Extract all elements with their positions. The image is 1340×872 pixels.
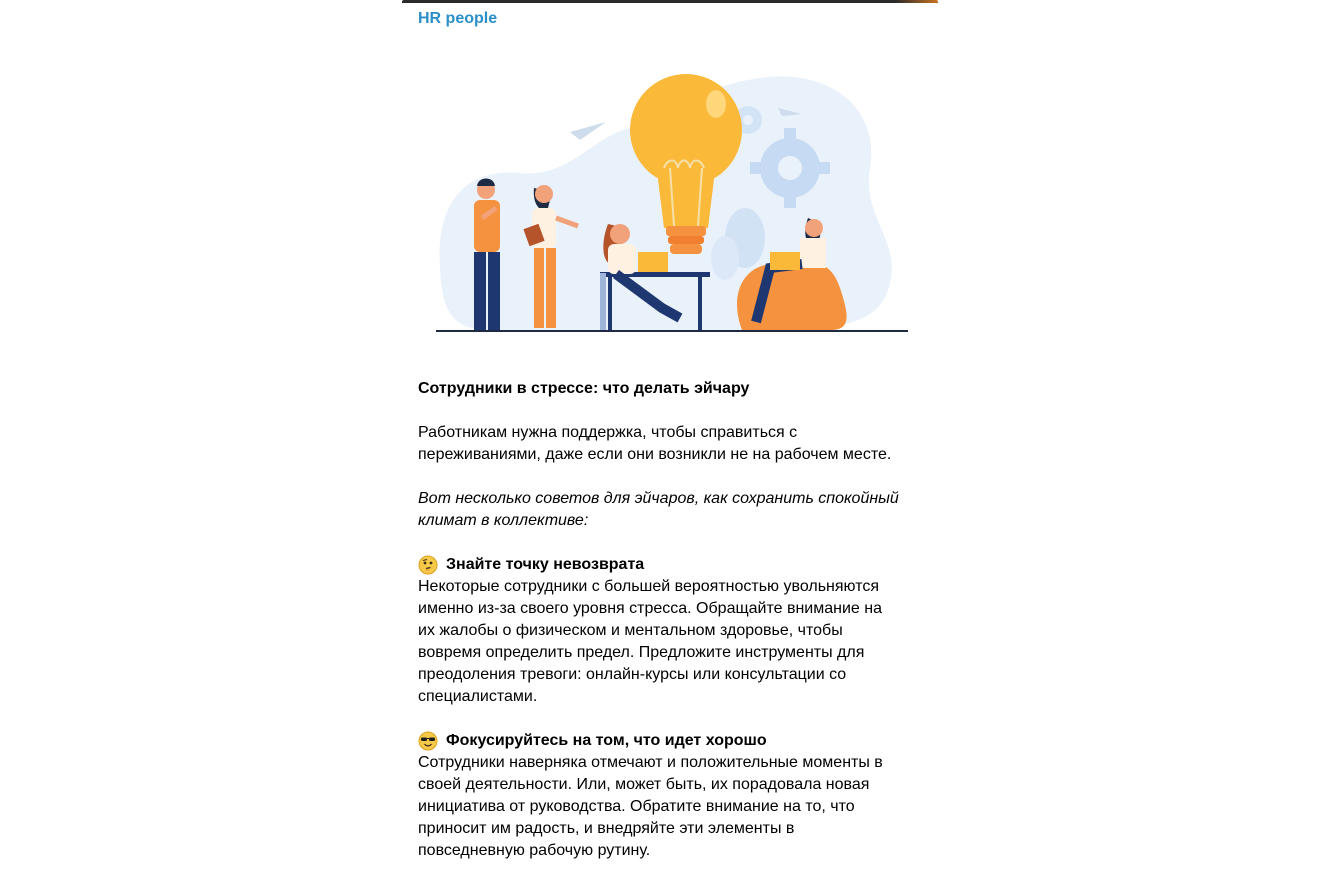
lead-line: климат в коллективе: — [418, 512, 589, 529]
thinking-face-emoji — [418, 555, 438, 575]
section-line: именно из-за своего уровня стресса. Обращайте внимание на — [418, 600, 882, 617]
section-line: Некоторые сотрудники с большей вероятностью увольняются — [418, 578, 879, 595]
sunglasses-face-emoji — [418, 731, 438, 751]
section-heading — [418, 730, 918, 752]
post-card — [402, 0, 938, 872]
section-heading — [418, 554, 918, 576]
intro-line: Работникам нужна поддержка, чтобы справиться с — [418, 424, 798, 441]
post-text — [418, 378, 918, 862]
section-line: Сотрудники наверняка отмечают и положительные моменты в — [418, 754, 883, 771]
channel-name-link[interactable]: HR people — [418, 10, 498, 27]
section-heading-text: Фокусируйтесь на том, что идет хорошо — [446, 732, 767, 749]
section-line: вовремя определить предел. Предложите инструменты для — [418, 644, 865, 661]
section-heading-text: Знайте точку невозврата — [446, 556, 645, 573]
section-line: повседневную рабочую рутину. — [418, 842, 651, 859]
section-line: своей деятельности. Или, может быть, их порадовала новая — [418, 776, 870, 793]
intro-line: переживаниями, даже если они возникли не на рабочем месте. — [418, 446, 892, 463]
teamwork-lightbulb-illustration — [430, 68, 910, 336]
post-title: Сотрудники в стрессе: что делать эйчару — [418, 380, 750, 397]
section-line: специалистами. — [418, 688, 538, 705]
window-top-bar — [402, 0, 938, 3]
section-line: приносит им радость, и внедряйте эти элементы в — [418, 820, 795, 837]
leaf — [711, 236, 739, 280]
lead-line: Вот несколько советов для эйчаров, как сохранить спокойный — [418, 490, 899, 507]
section-line: их жалобы о физическом и ментальном здоровье, чтобы — [418, 622, 843, 639]
section-line: инициатива от руководства. Обратите внимание на то, что — [418, 798, 855, 815]
paper-plane-icon — [570, 122, 606, 140]
section-line: преодоления тревоги: онлайн-курсы или консультации со — [418, 666, 847, 683]
